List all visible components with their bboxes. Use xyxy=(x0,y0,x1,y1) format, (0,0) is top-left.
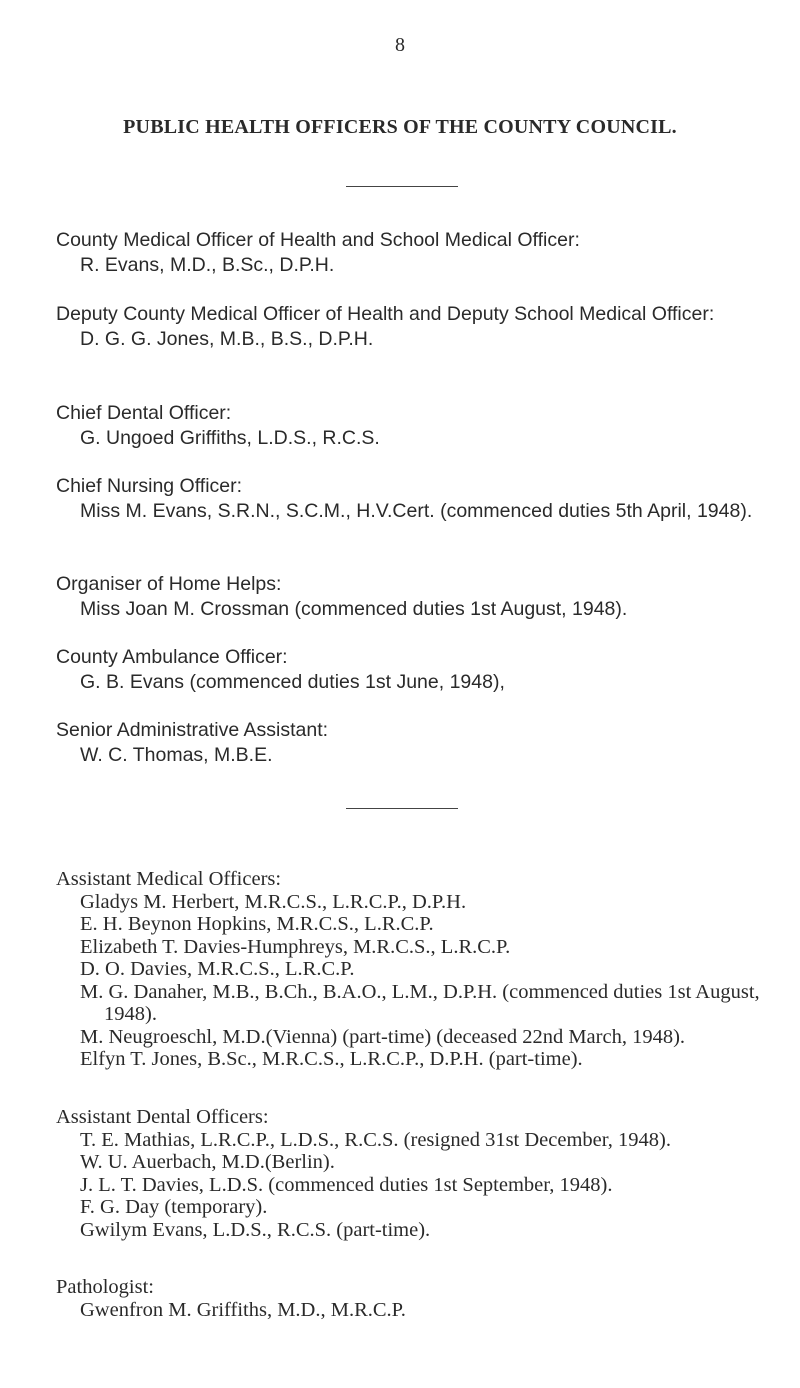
section-title: Assistant Dental Officers: xyxy=(56,1106,269,1128)
officer-entry: J. L. T. Davies, L.D.S. (commenced duties 1st September, 1948). xyxy=(80,1173,613,1196)
section-assistant-dental-officers xyxy=(56,1106,776,1241)
officer-entry: D. G. G. Jones, M.B., B.S., D.P.H. xyxy=(80,328,374,350)
page-title: PUBLIC HEALTH OFFICERS OF THE COUNTY COUNCIL. xyxy=(123,116,677,138)
officer-entry: E. H. Beynon Hopkins, M.R.C.S., L.R.C.P. xyxy=(80,913,434,935)
section-title: Senior Administrative Assistant: xyxy=(56,719,329,741)
officer-entry: Gwilym Evans, L.D.S., R.C.S. (part-time). xyxy=(80,1218,431,1241)
officer-entry: M. G. Danaher, M.B., B.Ch., B.A.O., L.M., D.P.H. (commenced duties 1st August, 1948). xyxy=(80,980,760,1025)
section-senior-admin-assistant xyxy=(56,718,776,768)
officer-entry: D. O. Davies, M.R.C.S., L.R.C.P. xyxy=(80,958,355,980)
section-title: County Ambulance Officer: xyxy=(56,646,288,668)
officer-entry: R. Evans, M.D., B.Sc., D.P.H. xyxy=(80,254,335,276)
officer-entry: W. C. Thomas, M.B.E. xyxy=(80,744,273,766)
section-deputy-medical-officer xyxy=(56,302,776,352)
page-number: 8 xyxy=(395,34,405,56)
section-title: County Medical Officer of Health and School Medical Officer: xyxy=(56,229,580,251)
section-title: Organiser of Home Helps: xyxy=(56,573,282,595)
section-assistant-medical-officers xyxy=(56,868,776,1071)
section-organiser-home-helps xyxy=(56,572,776,622)
section-pathologist xyxy=(56,1276,776,1321)
officer-entry: Miss Joan M. Crossman (commenced duties 1st August, 1948). xyxy=(80,598,628,620)
section-title: Chief Nursing Officer: xyxy=(56,475,243,497)
section-title: Pathologist: xyxy=(56,1276,154,1298)
officer-entry: Elfyn T. Jones, B.Sc., M.R.C.S., L.R.C.P., D.P.H. (part-time). xyxy=(80,1048,583,1070)
section-title: Assistant Medical Officers: xyxy=(56,868,282,890)
officer-entry: Elizabeth T. Davies-Humphreys, M.R.C.S., L.R.C.P. xyxy=(80,935,511,958)
section-chief-dental-officer xyxy=(56,401,776,451)
officer-entry: W. U. Auerbach, M.D.(Berlin). xyxy=(80,1151,335,1173)
officer-entry: T. E. Mathias, L.R.C.P., L.D.S., R.C.S. (resigned 31st December, 1948). xyxy=(80,1128,671,1151)
officer-entry: Miss M. Evans, S.R.N., S.C.M., H.V.Cert. (commenced duties 5th April, 1948). xyxy=(80,500,753,522)
officer-entry: Gladys M. Herbert, M.R.C.S., L.R.C.P., D.P.H. xyxy=(80,890,467,913)
officer-entry: Gwenfron M. Griffiths, M.D., M.R.C.P. xyxy=(80,1298,406,1321)
divider xyxy=(346,186,458,187)
divider xyxy=(346,808,458,809)
section-chief-nursing-officer xyxy=(56,474,776,524)
officer-entry: G. B. Evans (commenced duties 1st June, 1948), xyxy=(80,671,505,693)
section-county-medical-officer xyxy=(56,228,776,278)
section-title: Deputy County Medical Officer of Health and Deputy School Medical Officer: xyxy=(56,303,715,325)
section-county-ambulance-officer xyxy=(56,645,776,695)
officer-entry: F. G. Day (temporary). xyxy=(80,1196,268,1218)
officer-entry: G. Ungoed Griffiths, L.D.S., R.C.S. xyxy=(80,427,380,449)
officer-entry: M. Neugroeschl, M.D.(Vienna) (part-time) (deceased 22nd March, 1948). xyxy=(80,1025,686,1048)
section-title: Chief Dental Officer: xyxy=(56,402,232,424)
